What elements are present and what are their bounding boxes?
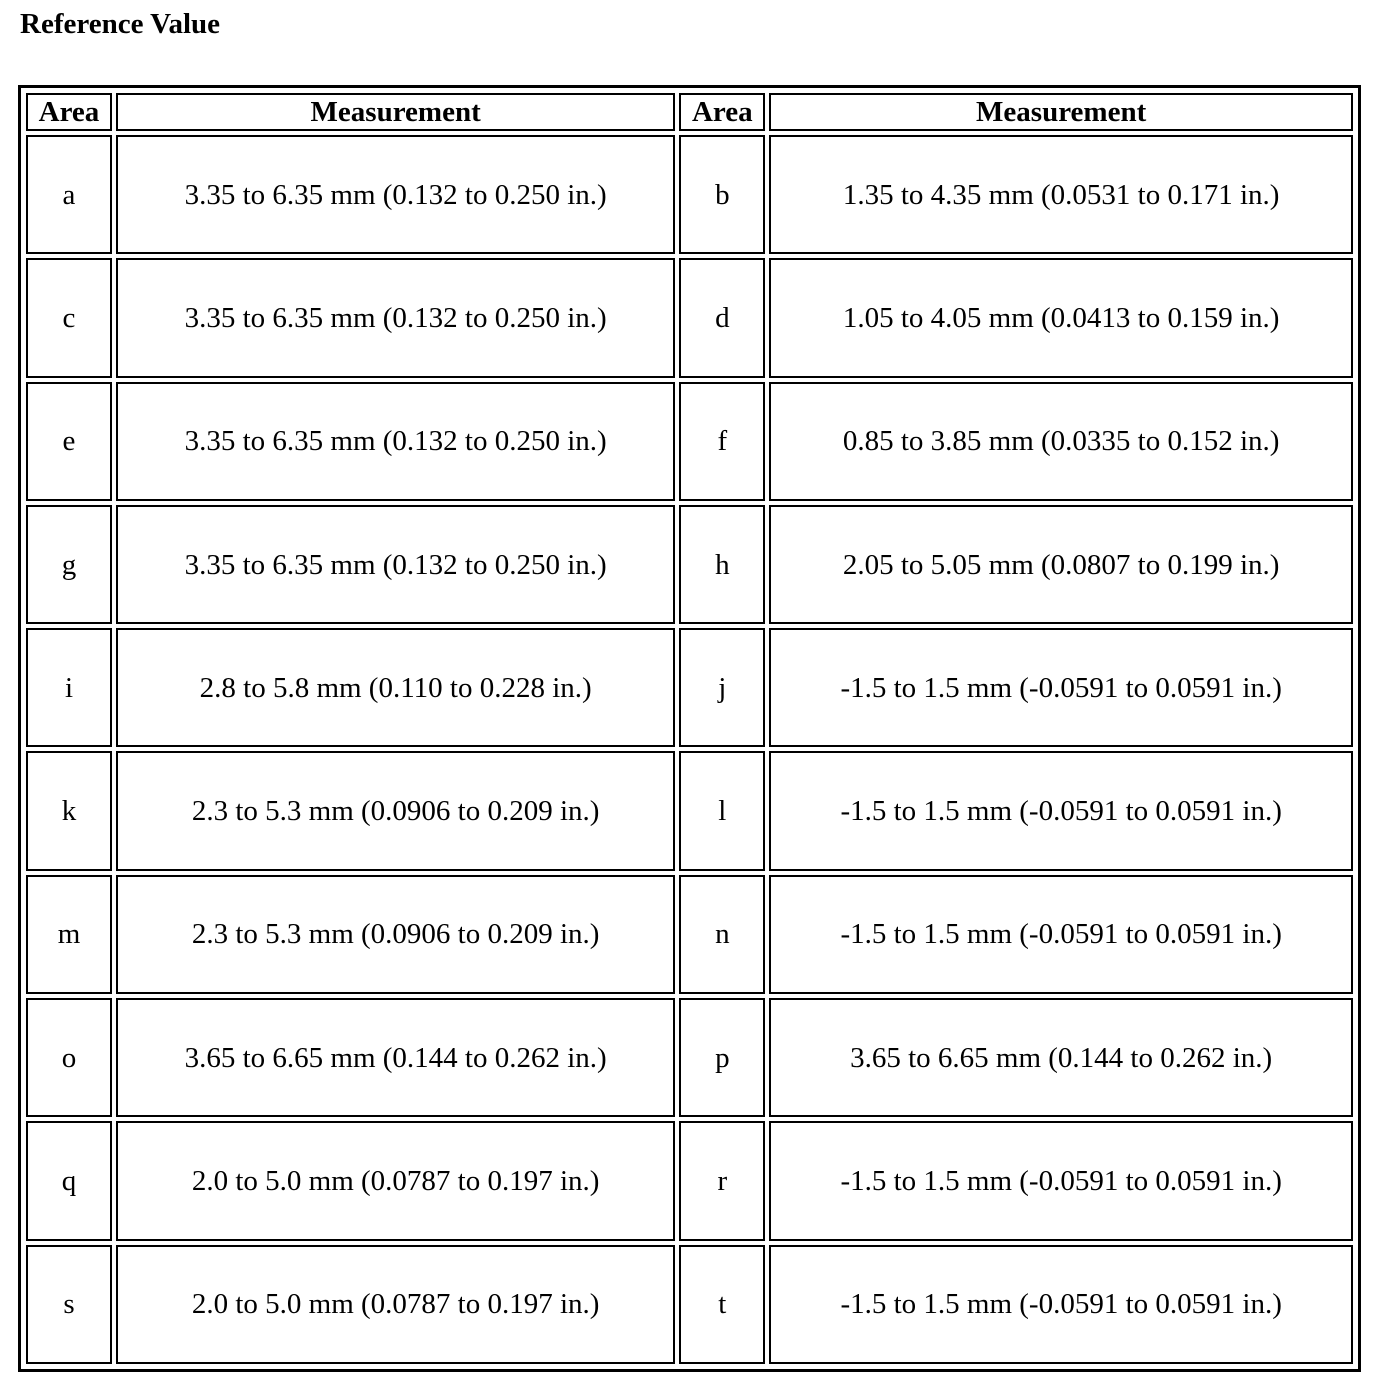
area-cell: c: [26, 258, 112, 377]
area-cell: d: [679, 258, 765, 377]
area-cell: b: [679, 135, 765, 254]
table-row: [26, 382, 1353, 501]
measurement-cell: 2.3 to 5.3 mm (0.0906 to 0.209 in.): [116, 751, 675, 870]
measurement-cell: 1.05 to 4.05 mm (0.0413 to 0.159 in.): [769, 258, 1353, 377]
area-cell: s: [26, 1245, 112, 1364]
measurement-cell: 1.35 to 4.35 mm (0.0531 to 0.171 in.): [769, 135, 1353, 254]
header-measurement-2: Measurement: [769, 93, 1353, 131]
measurement-cell: 3.35 to 6.35 mm (0.132 to 0.250 in.): [116, 382, 675, 501]
header-measurement: Measurement: [116, 93, 675, 131]
table-row: [26, 135, 1353, 254]
measurement-cell: -1.5 to 1.5 mm (-0.0591 to 0.0591 in.): [769, 1245, 1353, 1364]
measurement-cell: 2.0 to 5.0 mm (0.0787 to 0.197 in.): [116, 1121, 675, 1240]
measurement-cell: -1.5 to 1.5 mm (-0.0591 to 0.0591 in.): [769, 875, 1353, 994]
measurement-cell: 3.65 to 6.65 mm (0.144 to 0.262 in.): [116, 998, 675, 1117]
area-cell: i: [26, 628, 112, 747]
measurement-cell: -1.5 to 1.5 mm (-0.0591 to 0.0591 in.): [769, 751, 1353, 870]
measurement-cell: 2.8 to 5.8 mm (0.110 to 0.228 in.): [116, 628, 675, 747]
area-cell: r: [679, 1121, 765, 1240]
measurement-cell: 3.35 to 6.35 mm (0.132 to 0.250 in.): [116, 505, 675, 624]
area-cell: p: [679, 998, 765, 1117]
area-cell: t: [679, 1245, 765, 1364]
table-row: [26, 875, 1353, 994]
page-title: Reference Value: [20, 8, 220, 40]
measurement-cell: 3.35 to 6.35 mm (0.132 to 0.250 in.): [116, 258, 675, 377]
table-row: [26, 628, 1353, 747]
measurement-cell: 2.0 to 5.0 mm (0.0787 to 0.197 in.): [116, 1245, 675, 1364]
table-row: [26, 505, 1353, 624]
header-area-2: Area: [679, 93, 765, 131]
area-cell: h: [679, 505, 765, 624]
area-cell: q: [26, 1121, 112, 1240]
table-row: [26, 751, 1353, 870]
table-row: [26, 258, 1353, 377]
measurement-cell: 2.05 to 5.05 mm (0.0807 to 0.199 in.): [769, 505, 1353, 624]
measurement-cell: -1.5 to 1.5 mm (-0.0591 to 0.0591 in.): [769, 1121, 1353, 1240]
table-header-row: [26, 93, 1353, 131]
area-cell: f: [679, 382, 765, 501]
area-cell: k: [26, 751, 112, 870]
area-cell: j: [679, 628, 765, 747]
measurement-cell: 0.85 to 3.85 mm (0.0335 to 0.152 in.): [769, 382, 1353, 501]
header-area: Area: [26, 93, 112, 131]
measurement-cell: -1.5 to 1.5 mm (-0.0591 to 0.0591 in.): [769, 628, 1353, 747]
table-row: [26, 1121, 1353, 1240]
reference-value-table: [18, 85, 1361, 1372]
table-row: [26, 998, 1353, 1117]
table-body: [26, 135, 1353, 1364]
area-cell: n: [679, 875, 765, 994]
area-cell: o: [26, 998, 112, 1117]
area-cell: m: [26, 875, 112, 994]
area-cell: e: [26, 382, 112, 501]
measurement-cell: 2.3 to 5.3 mm (0.0906 to 0.209 in.): [116, 875, 675, 994]
measurement-cell: 3.35 to 6.35 mm (0.132 to 0.250 in.): [116, 135, 675, 254]
area-cell: g: [26, 505, 112, 624]
area-cell: l: [679, 751, 765, 870]
measurement-cell: 3.65 to 6.65 mm (0.144 to 0.262 in.): [769, 998, 1353, 1117]
table-row: [26, 1245, 1353, 1364]
area-cell: a: [26, 135, 112, 254]
